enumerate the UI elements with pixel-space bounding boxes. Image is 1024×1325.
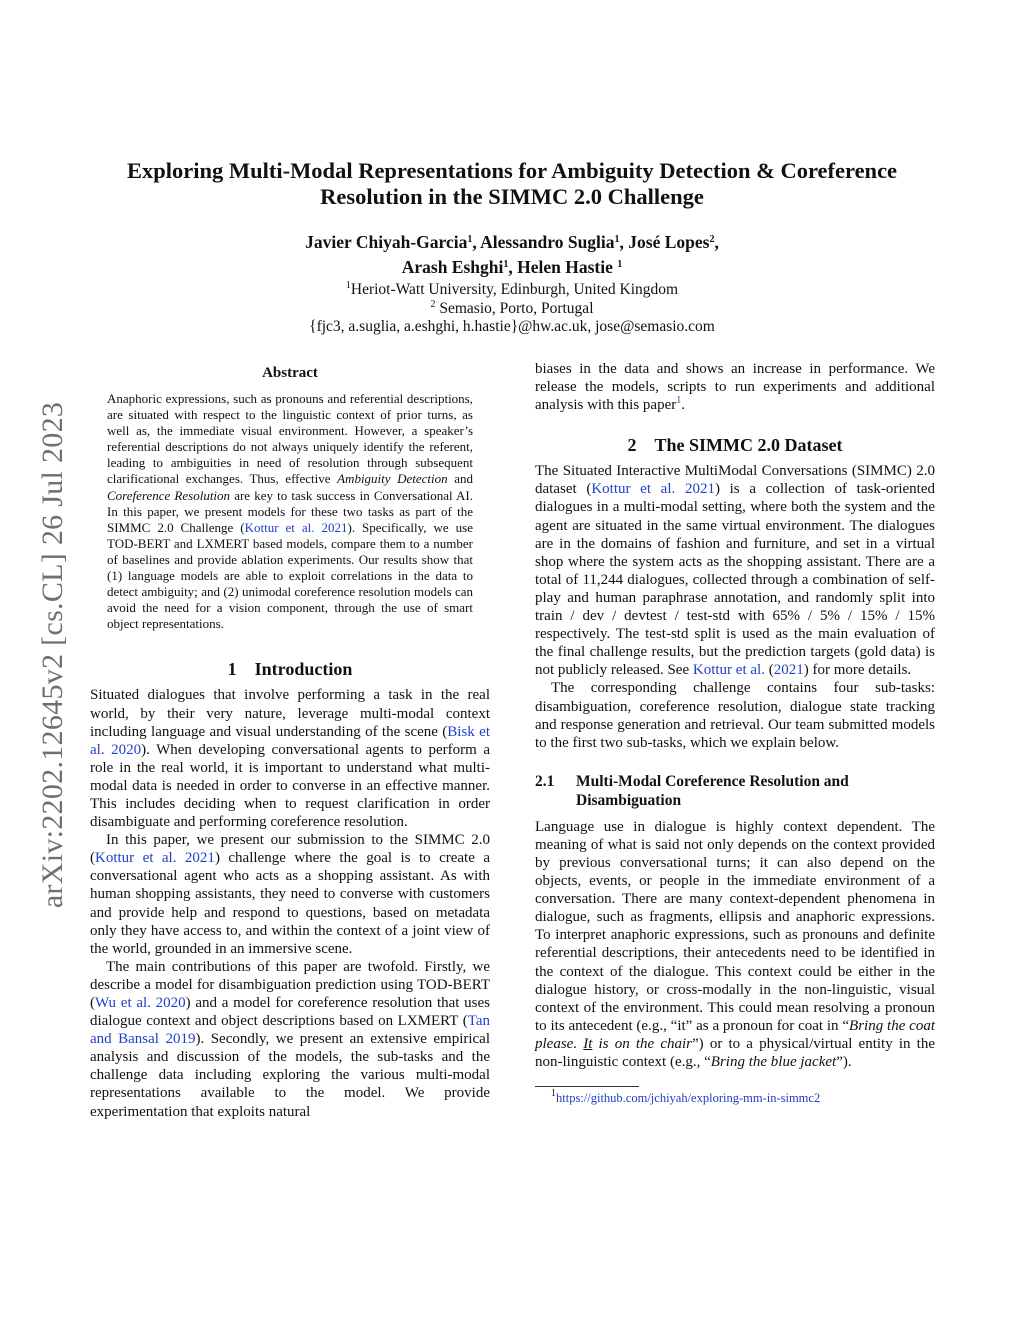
footnote-link[interactable]: https://github.com/jchiyah/exploring-mm-in-simmc2 bbox=[556, 1091, 821, 1106]
citation-link[interactable]: Wu et al. 2020 bbox=[95, 995, 186, 1011]
author-affiliation-mark: 1 bbox=[614, 234, 620, 245]
author-name: Helen Hastie bbox=[517, 257, 613, 277]
author-affiliation-mark: 1 bbox=[467, 234, 473, 245]
author-list: Javier Chiyah-Garcia$^1$, Alessandro Suglia$^1$, José Lopes$^2$, Arash Eshghi$^1$, Helen Hastie $^1$ bbox=[305, 232, 719, 277]
paper-title: Exploring Multi-Modal Representations for Ambiguity Detection & Coreference Resolution in the SIMMC 2.0 Challenge bbox=[126, 158, 898, 209]
footnote-rule bbox=[535, 1086, 639, 1087]
citation-link[interactable]: Bisk et al. 2020 bbox=[90, 723, 490, 758]
citation-link[interactable]: Kottur et al. 2021 bbox=[95, 850, 215, 867]
abstract-text: Anaphoric expressions, such as pronouns and referential descriptions, are situated with respect to the linguistic context of prior turns, as well as, the immediate visual environment. However, a speaker’s referential descriptions do not always uniquely identify the referent, leading to ambiguities in need of resolution through subsequent clarificational exchanges. Thus, effective Ambiguity Detection and Coreference Resolution are key to task success in Conversational AI. In this paper, we present models for these two tasks as part of the SIMMC 2.0 Challenge (Kottur et al. 2021). Specifically, we use TOD-BERT and LXMERT based models, compare them to a number of baselines and provide ablation experiments. Our results show that (1) language models are able to exploit correlations in the data to detect ambiguity; and (2) unimodal coreference resolution models can avoid the need for a vision component, through the use of smart object representations. bbox=[107, 391, 473, 632]
section-heading-dataset: 2 The SIMMC 2.0 Dataset bbox=[627, 435, 843, 456]
arxiv-id: arXiv:2202.12645v2 [cs.CL] 26 Jul 2023 bbox=[36, 401, 69, 909]
subsection-paragraph: Language use in dialogue is highly context dependent. The meaning of what is said not only depends on the context provided by previous conversational turns; it can also depend on the objects, events, or people in the immediate environment of a conversation. There are many context-dependent phenomena in dialogue, such as fragments, ellipsis and anaphoric expressions. To interpret anaphoric expressions, such as pronouns and definite referential descriptions, their antecedents need to be identified in the context of the dialogue. This context could be either in the dialogue history, or cross-modally in the non-linguistic, visual context of the environment. This could mean resolving a pronoun to its antecedent (e.g., “it” as a pronoun for coat in “Bring the coat please. It is on the chair”) or to a physical/virtual entity in the non-linguistic context (e.g., “Bring the blue jacket”). bbox=[535, 818, 936, 1070]
footnote bbox=[535, 1088, 935, 1106]
footnote-mark[interactable]: 1 bbox=[676, 395, 682, 407]
affiliation-line bbox=[88, 300, 936, 319]
footnote-mark: 1 bbox=[551, 1088, 556, 1100]
affiliations bbox=[88, 281, 936, 337]
abstract-heading: Abstract bbox=[262, 365, 318, 381]
author-name: José Lopes bbox=[628, 232, 710, 252]
left-column bbox=[90, 360, 490, 1121]
citation-link[interactable]: Kottur et al. 2021 bbox=[244, 519, 348, 535]
affiliation-line bbox=[88, 281, 936, 300]
arxiv-sidebar-stamp bbox=[28, 365, 78, 945]
author-affiliation-mark: 1 bbox=[617, 259, 623, 270]
intro-paragraph: In this paper, we present our submission to the SIMMC 2.0 (Kottur et al. 2021) challenge where the goal is to create a conversational agent who acts as a shopping assistant. As with human shopping assistants, they need to converse with customers and provide help and respond to questions, based on metadata only they have access to, and within the context of a joint view of the world, grounded in an immersive scene. bbox=[90, 832, 490, 957]
continued-paragraph: biases in the data and shows an increase in performance. We release the models, scripts to run experiments and additional analysis with this paper$^1$. bbox=[535, 361, 935, 414]
citation-link[interactable]: 2021 bbox=[773, 662, 804, 679]
author-name: Alessandro Suglia bbox=[480, 232, 615, 252]
section-heading-introduction: 1 Introduction bbox=[227, 659, 353, 680]
subsection-heading: 2.1 Multi-Modal Coreference Resolution and Disambiguation bbox=[535, 772, 849, 809]
intro-paragraph: The main contributions of this paper are twofold. Firstly, we describe a model for disambiguation prediction using TOD-BERT (Wu et al. 2020) and a model for coreference resolution that uses dialogue context and object descriptions based on LXMERT (Tan and Bansal 2019). Secondly, we present an extensive empirical analysis and discussion of the models, the sub-tasks and the challenge data including exploring the various multi-modal representations available to the model. We provide experimentation that exploits natural bbox=[90, 958, 491, 1120]
citation-link[interactable]: Tan and Bansal 2019 bbox=[90, 1013, 490, 1048]
affiliation-text: Heriot-Watt University, Edinburgh, United Kingdom bbox=[350, 281, 679, 298]
author-affiliation-mark: 1 bbox=[503, 259, 509, 270]
affiliation-mark: 2 bbox=[430, 298, 436, 310]
email-line: {fjc3, a.suglia, a.eshghi, h.hastie}@hw.ac.uk, jose@semasio.com bbox=[309, 318, 715, 335]
citation-link[interactable]: Kottur et al. 2021 bbox=[591, 481, 715, 498]
affiliation-mark: 1 bbox=[345, 280, 351, 291]
right-column bbox=[535, 360, 935, 1106]
author-affiliation-mark: 2 bbox=[709, 234, 715, 245]
dataset-paragraph: The corresponding challenge contains four sub-tasks: disambiguation, coreference resolution, dialogue state tracking and response generation and retrieval. Our team submitted models to the first two sub-tasks, which we explain below. bbox=[535, 680, 935, 751]
author-name: Javier Chiyah-Garcia bbox=[305, 232, 468, 252]
abstract-emphasis: Coreference Resolution bbox=[107, 487, 231, 503]
author-name: Arash Eshghi bbox=[401, 257, 504, 277]
citation-link[interactable]: Kottur et al. bbox=[692, 662, 765, 679]
affiliation-text: Semasio, Porto, Portugal bbox=[439, 299, 594, 317]
abstract-emphasis: Ambiguity Detection bbox=[337, 471, 448, 487]
intro-paragraph: Situated dialogues that involve performing a task in the real world, by their very nature, leverage multi-modal context including language and visual understanding of the scene (Bisk et al. 2020). When developing conversational agents to perform a role in the real world, it is important to understand what multi-modal data is needed in order to converse in an effective manner. This includes deciding when to request clarification in order disambiguate and performing coreference resolution. bbox=[90, 687, 490, 831]
dataset-paragraph: The Situated Interactive MultiModal Conversations (SIMMC) 2.0 dataset (Kottur et al. 2021) is a collection of task-oriented dialogues in a multi-modal setting, where both the system and the agent are situated in the same virtual environment. The dialogues are in the domains of fashion and furniture, and set in a virtual shop where the system acts as the shopping assistant. There are a total of 11,244 dialogues, collected through a combination of self-play and human paraphrase annotation, and randomly split into train / dev / devtest / test-std with 65% / 5% / 15% / 15% respectively. The test-std split is used as the main evaluation of the final challenge results, but the prediction targets (gold data) is not publicly released. See Kottur et al. (2021) for more details. bbox=[535, 463, 935, 679]
